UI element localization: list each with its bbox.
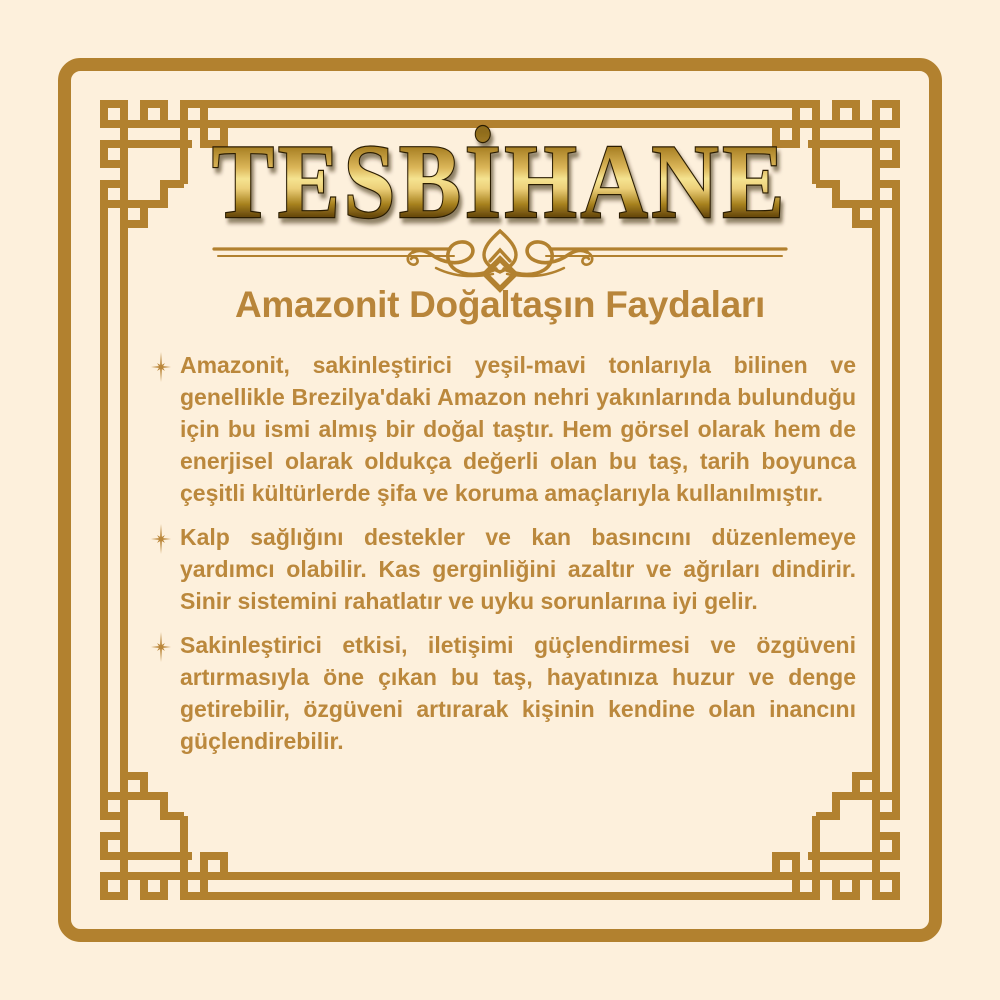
benefit-item xyxy=(150,629,856,757)
sparkle-star-icon xyxy=(148,523,174,555)
benefit-item xyxy=(150,349,856,509)
lattice-corner-bottom-left xyxy=(104,764,236,896)
brand-title-graphic xyxy=(180,116,820,246)
benefit-text: Sakinleştirici etkisi, iletişimi güçlendirmesi ve özgüveni artırmasıyla öne çıkan bu taş, hayatınıza huzur ve denge getirebilir, özgüveni artırarak kişinin kendine olan inancını güçlendirebilir. xyxy=(180,632,856,754)
benefit-text: Kalp sağlığını destekler ve kan basıncını düzenlemeye yardımcı olabilir. Kas gerginliğini azaltır ve ağrıları dindirir. Sinir sistemini rahatlatır ve uyku sorunlarına iyi gelir. xyxy=(180,524,856,614)
benefits-list xyxy=(150,349,856,769)
benefit-item xyxy=(150,521,856,617)
benefit-text: Amazonit, sakinleştirici yeşil-mavi tonlarıyla bilinen ve genellikle Brezilya'daki Amazon nehri yakınlarında bulunduğu için bu ismi almış bir doğal taştır. Hem görsel olarak hem de enerjisel olarak oldukça değerli olan bu taş, tarih boyunca çeşitli kültürlerde şifa ve koruma amaçlarıyla kullanılmıştır. xyxy=(180,352,856,506)
sparkle-star-icon xyxy=(148,631,174,663)
lattice-corner-bottom-right xyxy=(764,764,896,896)
page-heading: Amazonit Doğaltaşın Faydaları xyxy=(235,284,765,325)
brand-title: TESBİHANE xyxy=(212,122,788,241)
sparkle-star-icon xyxy=(148,351,174,383)
